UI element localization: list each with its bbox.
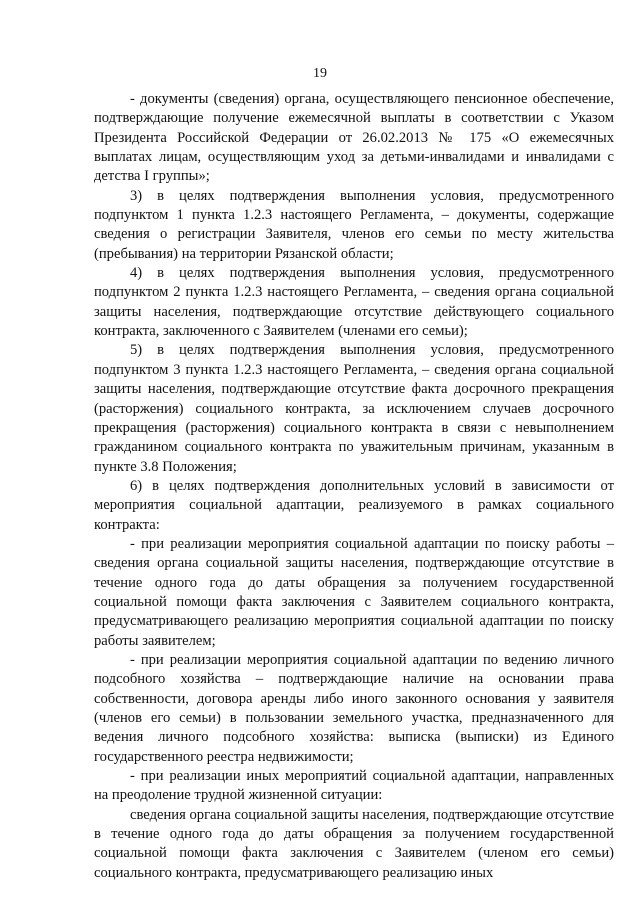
paragraph-private-farming: - при реализации мероприятия социальной адаптации по ведению личного подсобного хозяйства – подтверждающие наличие на основании права собственности, договора аренды либо иного законного основания у заявителя (членов его семьи) в пользовании земельного участка, предназначенного для ведения личного подсобного хозяйства: выписка (выписки) из Единого государственного реестра недвижимости; [94,651,614,765]
paragraph-item-4: 4) в целях подтверждения выполнения условия, предусмотренного подпунктом 2 пункта 1.2.3 настоящего Регламента, – сведения органа социальной защиты населения, подтверждающие отсутствие действующего социального контракта, заключенного с Заявителем (членами его семьи); [94,265,614,340]
paragraph-pension-documents: - документы (сведения) органа, осуществляющего пенсионное обеспечение, подтверждающие получение ежемесячной выплаты в соответствии с Указом Президента Российской Федерации от 26.02.2013 № 175 «О ежемесячных выплатах лицам, осуществляющим уход за детьми-инвалидами и инвалидами с детства I группы»; [94,91,614,185]
paragraph-other-measures: - при реализации иных мероприятий социальной адаптации, направленных на преодоление трудной жизненной ситуации: [94,768,614,804]
page-number: 19 [313,66,327,81]
paragraph-job-search: - при реализации мероприятия социальной адаптации по поиску работы – сведения органа социальной защиты населения, подтверждающие отсутствие в течение одного года до даты обращения за получением государственной социальной помощи факта заключения с Заявителем социального контракта, предусматривающего реализацию мероприятия социальной адаптации по поиску работы заявителем; [94,535,614,649]
paragraph-item-6: 6) в целях подтверждения дополнительных условий в зависимости от мероприятия социальной адаптации, реализуемого в рамках социального контракта: [94,477,614,533]
document-body [94,90,614,883]
paragraph-item-3: 3) в целях подтверждения выполнения условия, предусмотренного подпунктом 1 пункта 1.2.3 настоящего Регламента, – документы, содержащие сведения о регистрации Заявителя, членов его семьи по месту жительства (пребывания) на территории Рязанской области; [94,187,614,262]
paragraph-social-protection-info: сведения органа социальной защиты населения, подтверждающие отсутствие в течение одного года до даты обращения за получением государственной социальной помощи факта заключения с Заявителем (членом его семьи) социального контракта, предусматривающего реализацию иных [94,806,614,881]
paragraph-item-5: 5) в целях подтверждения выполнения условия, предусмотренного подпунктом 3 пункта 1.2.3 настоящего Регламента, – сведения органа социальной защиты населения, подтверждающие отсутствие факта досрочного прекращения (расторжения) социального контракта, за исключением случаев досрочного прекращения (расторжения) социального контракта в связи с невыполнением гражданином социального контракта по уважительным причинам, указанным в пункте 3.8 Положения; [94,342,614,475]
